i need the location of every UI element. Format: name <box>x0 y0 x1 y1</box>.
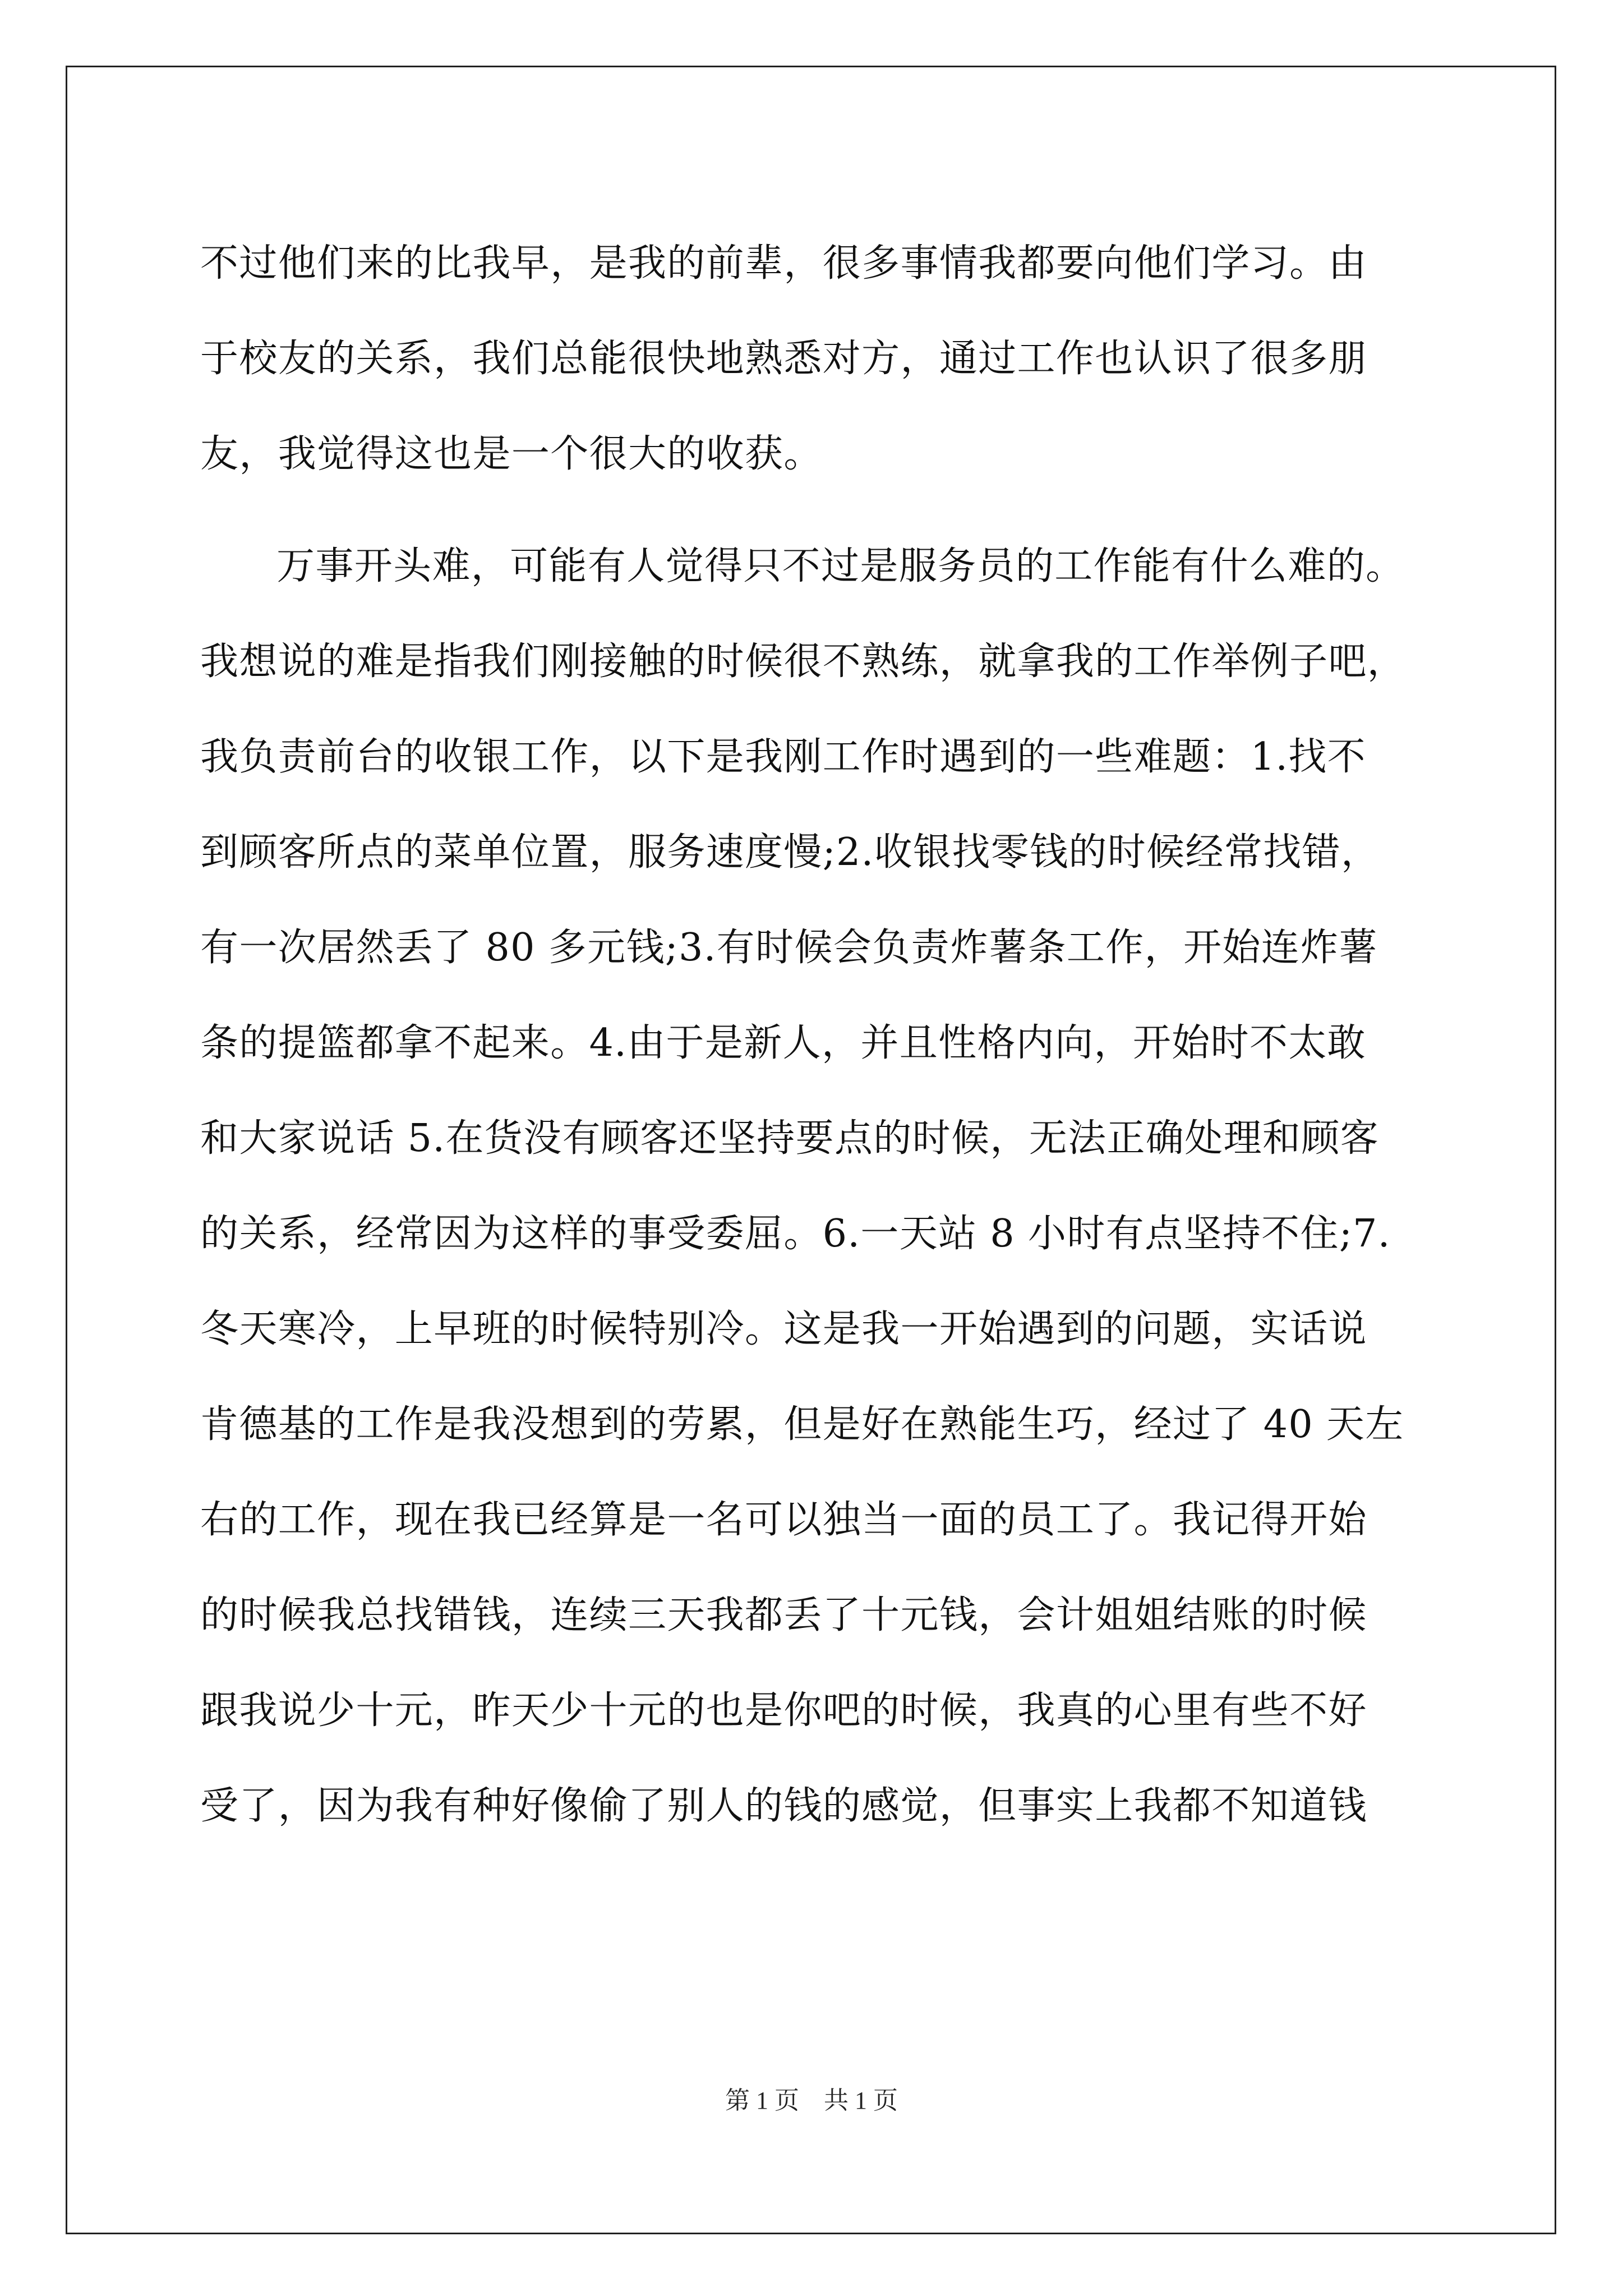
text-line: 到顾客所点的菜单位置，服务速度慢;2.收银找零钱的时候经常找错， <box>200 830 1380 875</box>
text-line: 万事开头难，可能有人觉得只不过是服务员的工作能有什么难的。 <box>276 544 1405 588</box>
text-line: 跟我说少十元，昨天少十元的也是你吧的时候，我真的心里有些不好 <box>200 1688 1367 1733</box>
text-line: 条的提篮都拿不起来。4.由于是新人，并且性格内向，开始时不太敢 <box>200 1021 1367 1065</box>
text-line: 的时候我总找错钱，连续三天我都丢了十元钱，会计姐姐结账的时候 <box>200 1593 1367 1637</box>
text-line: 于校友的关系，我们总能很快地熟悉对方，通过工作也认识了很多朋 <box>200 337 1367 381</box>
text-line: 冬天寒冷，上早班的时候特别冷。这是我一开始遇到的问题，实话说 <box>200 1307 1367 1351</box>
document-body <box>200 216 1434 1854</box>
text-line: 我想说的难是指我们刚接触的时候很不熟练，就拿我的工作举例子吧， <box>200 639 1407 684</box>
text-line: 右的工作，现在我已经算是一名可以独当一面的员工了。我记得开始 <box>200 1498 1367 1542</box>
text-line: 友，我觉得这也是一个很大的收获。 <box>200 432 823 476</box>
text-line: 和大家说话 5.在货没有顾客还坚持要点的时候，无法正确处理和顾客 <box>200 1116 1380 1161</box>
text-line: 肯德基的工作是我没想到的劳累，但是好在熟能生巧，经过了 40 天左 <box>200 1402 1404 1447</box>
text-line: 不过他们来的比我早，是我的前辈，很多事情我都要向他们学习。由 <box>200 241 1367 286</box>
text-line: 有一次居然丢了 80 多元钱;3.有时候会负责炸薯条工作，开始连炸薯 <box>200 926 1378 970</box>
text-line: 我负责前台的收银工作，以下是我刚工作时遇到的一些难题：1.找不 <box>200 735 1367 779</box>
text-line: 受了，因为我有种好像偷了别人的钱的感觉，但事实上我都不知道钱 <box>200 1784 1367 1828</box>
page-number-footer: 第 1 页 共 1 页 <box>725 2087 898 2114</box>
text-line: 的关系，经常因为这样的事受委屈。6.一天站 8 小时有点坚持不住;7. <box>200 1212 1391 1256</box>
